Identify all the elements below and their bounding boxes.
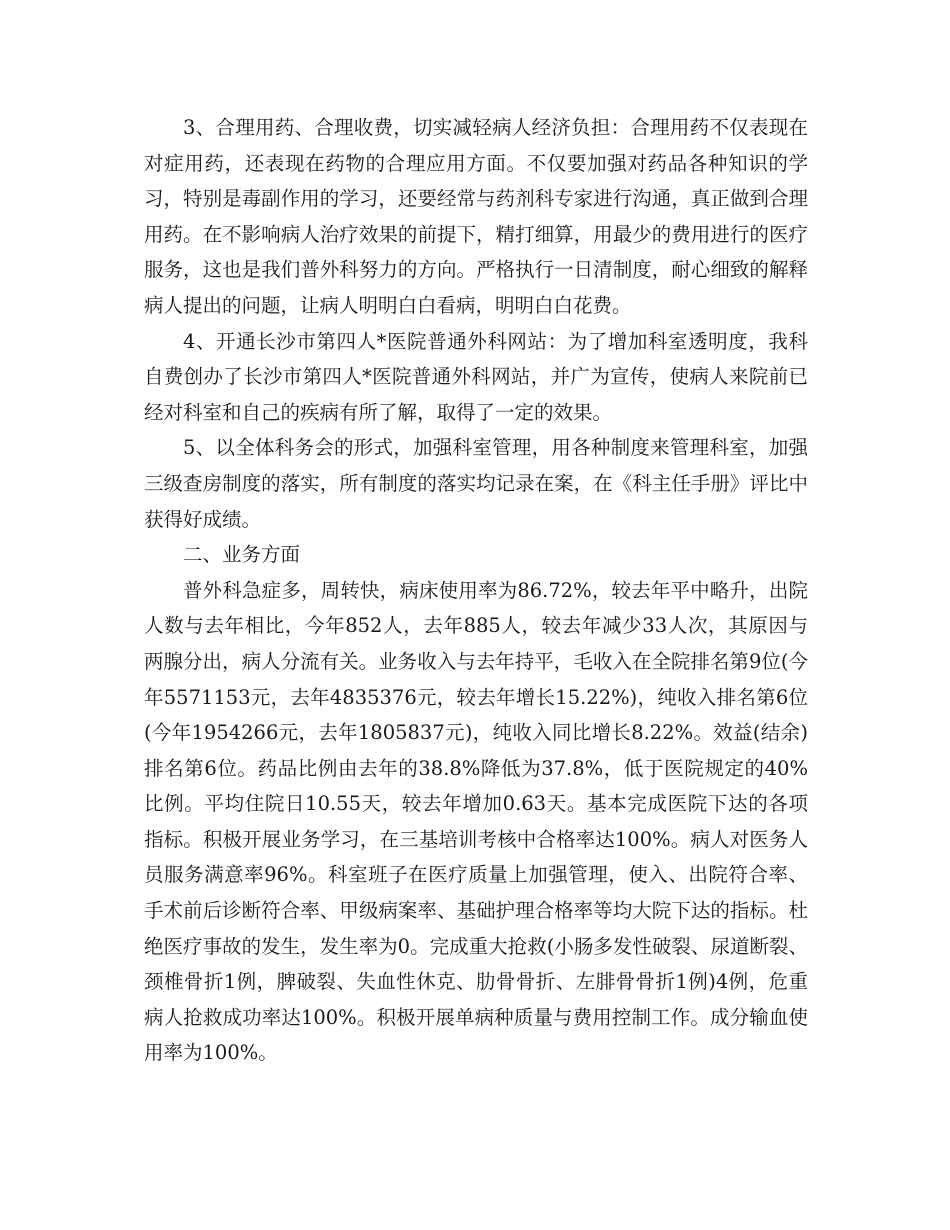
section-heading-business: 二、业务方面 — [183, 543, 301, 567]
paragraph-rational-medication: 3、合理用药、合理收费，切实减轻病人经济负担：合理用药不仅表现在对症用药，还表现在药物的合理应用方面。不仅要加强对药品各种知识的学习，特别是毒副作用的学习，还要经常与药剂科专家进行沟通，真正做到合理用药。在不影响病人治疗效果的前提下，精打细算，用最少的费用进行的医疗服务，这也是我们普外科努力的方向。严格执行一日清制度，耐心细致的解释病人提出的问题，让病人明明白白看病，明明白白花费。 — [144, 116, 808, 317]
paragraph-department-management: 5、以全体科务会的形式，加强科室管理，用各种制度来管理科室，加强三级查房制度的落实，所有制度的落实均记录在案，在《科主任手册》评比中获得好成绩。 — [144, 436, 808, 531]
paragraph-department-website: 4、开通长沙市第四人*医院普通外科网站：为了增加科室透明度，我科自费创办了长沙市第四人*医院普通外科网站，并广为宣传，使病人来院前已经对科室和自己的疾病有所了解，取得了一定的效果。 — [144, 329, 808, 424]
document-body — [144, 110, 808, 1071]
paragraph-business-statistics: 普外科急症多，周转快，病床使用率为86.72%，较去年平中略升，出院人数与去年相比，今年852人，去年885人，较去年减少33人次，其原因与两腺分出，病人分流有关。业务收入与去年持平，毛收入在全院排名第9位(今年5571153元，去年4835376元，较去年增长15.22%)，纯收入排名第6位(今年1954266元，去年1805837元)，纯收入同比增长8.22%。效益(结余)排名第6位。药品比例由去年的38.8%降低为37.8%，低于医院规定的40%比例。平均住院日10.55天，较去年增加0.63天。基本完成医院下达的各项指标。积极开展业务学习，在三基培训考核中合格率达100%。病人对医务人员服务满意率96%。科室班子在医疗质量上加强管理，使入、出院符合率、手术前后诊断符合率、甲级病案率、基础护理合格率等均大院下达的指标。杜绝医疗事故的发生，发生率为0。完成重大抢救(小肠多发性破裂、尿道断裂、颈椎骨折1例，脾破裂、失血性休克、肋骨骨折、左腓骨骨折1例)4例，危重病人抢救成功率达100%。积极开展单病种质量与费用控制工作。成分输血使用率为100%。 — [144, 578, 808, 1065]
